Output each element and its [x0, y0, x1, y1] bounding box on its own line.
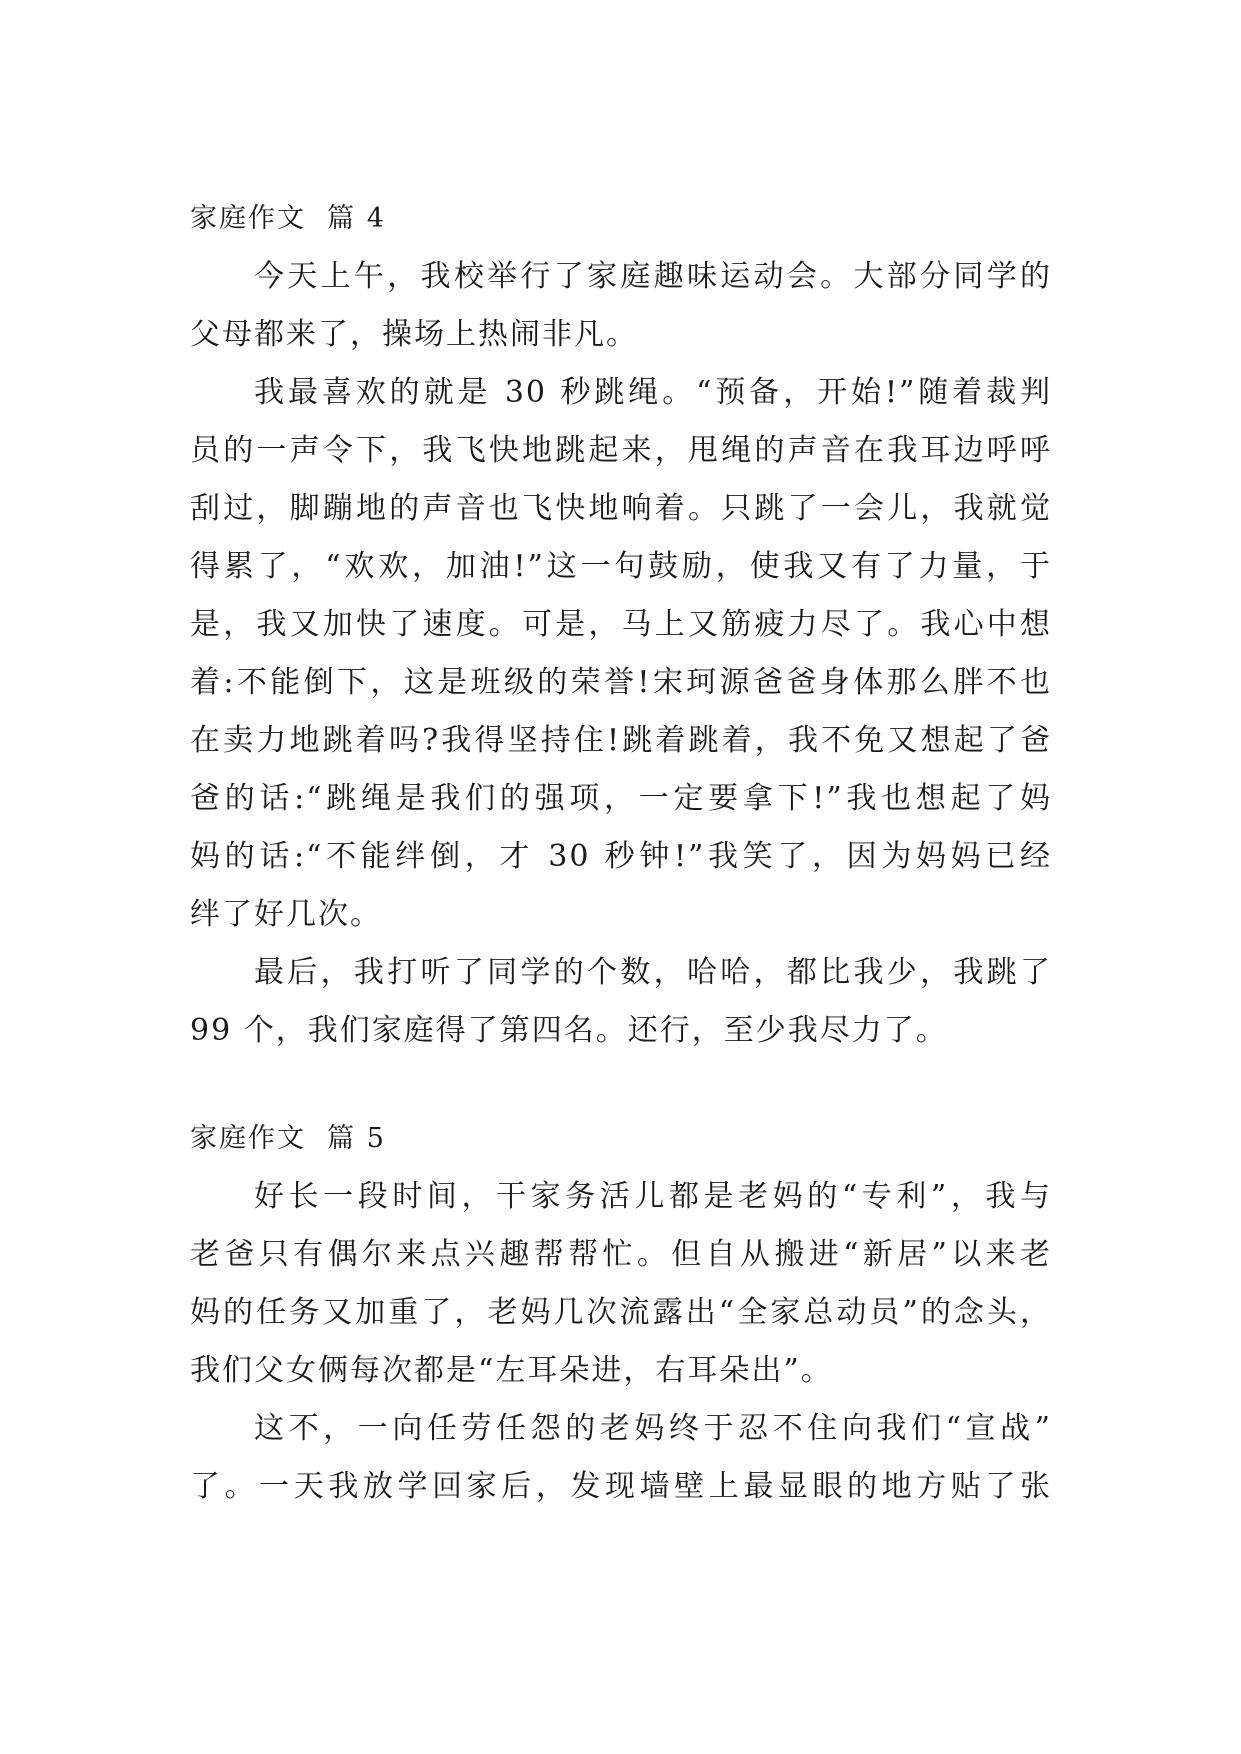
text-line: 妈的任务又加重了，老妈几次流露出“全家总动员”的念头， — [190, 1295, 1052, 1330]
section-title: 家庭作文 篇 5 — [190, 1123, 386, 1154]
text-line: 最后，我打听了同学的个数，哈哈，都比我少，我跳了 — [254, 955, 1052, 990]
text-line: 今天上午，我校举行了家庭趣味运动会。大部分同学的 — [254, 259, 1052, 294]
paragraph — [190, 248, 1052, 364]
paragraph — [190, 944, 1052, 1060]
text-line: 我们父女俩每次都是“左耳朵进，右耳朵出”。 — [190, 1353, 833, 1388]
text-line: 得累了，“欢欢，加油!”这一句鼓励，使我又有了力量，于 — [190, 549, 1052, 584]
text-line: 员的一声令下，我飞快地跳起来，甩绳的声音在我耳边呼呼 — [190, 433, 1052, 468]
text-line: 这不，一向任劳任怨的老妈终于忍不住向我们“宣战” — [254, 1411, 1052, 1446]
paragraph — [190, 364, 1052, 944]
text-line: 我最喜欢的就是 30 秒跳绳。“预备，开始!”随着裁判 — [254, 375, 1052, 410]
text-line: 爸的话:“跳绳是我们的强项，一定要拿下!”我也想起了妈 — [190, 781, 1052, 816]
text-line: 老爸只有偶尔来点兴趣帮帮忙。但自从搬进“新居”以来老 — [190, 1237, 1052, 1272]
text-line: 99 个，我们家庭得了第四名。还行，至少我尽力了。 — [190, 1013, 948, 1048]
text-line: 绊了好几次。 — [190, 897, 382, 932]
paragraph — [190, 1168, 1052, 1400]
essay-section-4 — [190, 190, 1052, 1060]
paragraph — [190, 1400, 1052, 1516]
text-line: 在卖力地跳着吗?我得坚持住!跳着跳着，我不免又想起了爸 — [190, 723, 1052, 758]
text-line: 妈的话:“不能绊倒，才 30 秒钟!”我笑了，因为妈妈已经 — [190, 839, 1052, 874]
text-line: 父母都来了，操场上热闹非凡。 — [190, 317, 638, 352]
text-line: 好长一段时间，干家务活儿都是老妈的“专利”，我与 — [254, 1179, 1052, 1214]
section-title: 家庭作文 篇 4 — [190, 203, 386, 234]
text-line: 了。一天我放学回家后，发现墙壁上最显眼的地方贴了张 — [190, 1469, 1052, 1504]
text-line: 是，我又加快了速度。可是，马上又筋疲力尽了。我心中想 — [190, 607, 1052, 642]
text-line: 刮过，脚蹦地的声音也飞快地响着。只跳了一会儿，我就觉 — [190, 491, 1052, 526]
essay-section-5 — [190, 1110, 1052, 1516]
text-line: 着:不能倒下，这是班级的荣誉!宋珂源爸爸身体那么胖不也 — [190, 665, 1052, 700]
